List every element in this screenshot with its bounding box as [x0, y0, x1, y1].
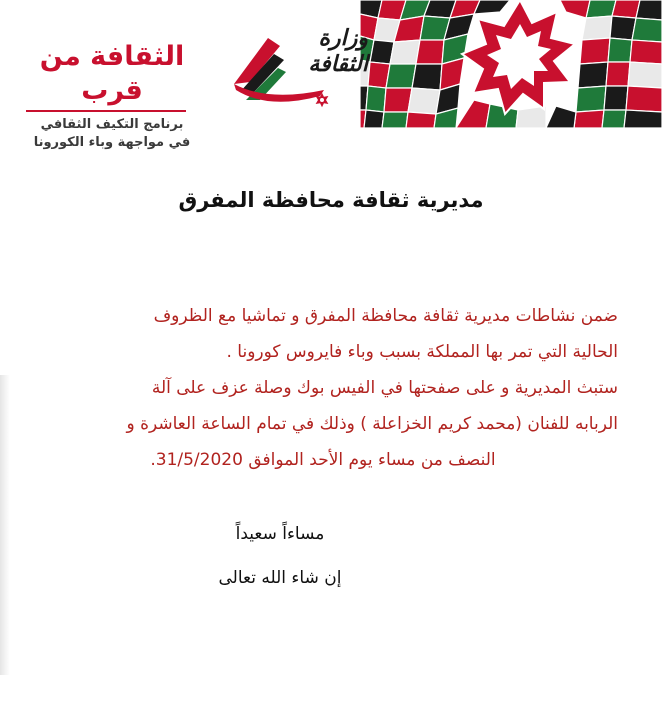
announcement-line: النصف من مساء يوم الأحد الموافق 31/5/2020.	[150, 450, 496, 470]
page-title: مديرية ثقافة محافظة المفرق	[178, 188, 484, 212]
campaign-title: الثقافة من قرب	[39, 41, 185, 106]
campaign-subtitle-1: برنامج التكيف الثقافي	[40, 117, 184, 132]
ministry-name-line-2: الثقافة	[308, 52, 368, 77]
campaign-logo	[12, 40, 212, 152]
campaign-subtitle-2: في مواجهة وباء الكورونا	[33, 135, 191, 150]
announcement-paragraph	[28, 298, 618, 478]
campaign-divider	[26, 110, 186, 112]
page-edge-shadow	[0, 375, 10, 675]
announcement-line: ضمن نشاطات مديرية ثقافة محافظة المفرق و تماشيا مع الظروف	[153, 306, 618, 326]
mosaic-star-banner	[360, 0, 662, 128]
closing-text: إن شاء الله تعالى	[218, 568, 342, 588]
announcement-line: ستبث المديرية و على صفحتها في الفيس بوك وصلة عزف على آلة	[151, 378, 618, 398]
small-star-icon	[314, 92, 330, 108]
ministry-name-line-1: وزارة	[318, 26, 368, 51]
announcement-line: الحالية التي تمر بها المملكة بسبب وباء فايروس كورونا .	[226, 342, 618, 362]
greeting-text: مساءاً سعيداً	[235, 524, 325, 544]
announcement-line: الربابه للفنان (محمد كريم الخزاعلة ) وذلك في تمام الساعة العاشرة و	[126, 414, 618, 434]
ministry-name	[282, 26, 368, 78]
